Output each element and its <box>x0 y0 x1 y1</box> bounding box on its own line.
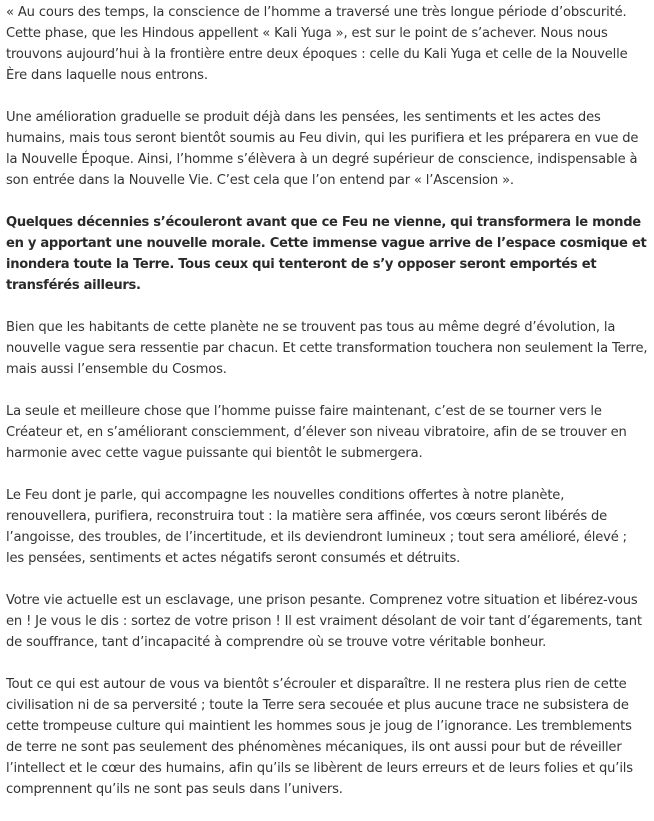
paragraph-7: Votre vie actuelle est un esclavage, une prison pesante. Comprenez votre situation et libérez-vous en ! Je vous le dis : sortez de votre prison ! Il est vraiment désolant de voir tant d’égarements, tant de souffrance, tant d’incapacité à comprendre où se trouve votre véritable bonheur. <box>6 593 642 650</box>
paragraph-1: « Au cours des temps, la conscience de l’homme a traversé une très longue période d’obscurité. Cette phase, que les Hindous appellent « Kali Yuga », est sur le point de s’achever. Nous nous trouvons aujourd’hui à la frontière entre deux époques : celle du Kali Yuga et celle de la Nouvelle Ère dans laquelle nous entrons. <box>6 5 628 83</box>
paragraph-6: Le Feu dont je parle, qui accompagne les nouvelles conditions offertes à notre planète, renouvellera, purifiera, reconstruira tout : la matière sera affinée, vos cœurs seront libérés de l’angoisse, des troubles, de l’incertitude, et ils deviendront lumineux ; tout sera amélioré, élevé ; les pensées, sentiments et actes négatifs seront consumés et détruits. <box>6 488 627 566</box>
paragraph-8: Tout ce qui est autour de vous va bientôt s’écrouler et disparaître. Il ne restera plus rien de cette civilisation ni de sa perversité ; toute la Terre sera secouée et plus aucune trace ne subsistera de cette trompeuse culture qui maintient les hommes sous je joug de l’ignorance. Les tremblements de terre ne sont pas seulement des phénomènes mécaniques, ils ont aussi pour but de réveiller l’intellect et le cœur des humains, afin qu’ils se libèrent de leurs erreurs et de leurs folies et qu’ils comprennent qu’ils ne sont pas seuls dans l’univers. <box>6 677 633 797</box>
paragraph-5: La seule et meilleure chose que l’homme puisse faire maintenant, c’est de se tourner vers le Créateur et, en s’améliorant consciemment, d’élever son niveau vibratoire, afin de se trouver en harmonie avec cette vague puissante qui bientôt le submergera. <box>6 404 627 461</box>
article-body <box>6 0 648 821</box>
paragraph-2: Une amélioration graduelle se produit déjà dans les pensées, les sentiments et les actes des humains, mais tous seront bientôt soumis au Feu divin, qui les purifiera et les préparera en vue de la Nouvelle Époque. Ainsi, l’homme s’élèvera à un degré supérieur de conscience, indispensable à son entrée dans la Nouvelle Vie. C’est cela que l’on entend par « l’Ascension ». <box>6 110 639 188</box>
paragraph-3-bold: Quelques décennies s’écouleront avant que ce Feu ne vienne, qui transformera le monde en y apportant une nouvelle morale. Cette immense vague arrive de l’espace cosmique et inondera toute la Terre. Tous ceux qui tenteront de s’y opposer seront emportés et transférés ailleurs. <box>6 215 647 293</box>
paragraph-4: Bien que les habitants de cette planète ne se trouvent pas tous au même degré d’évolution, la nouvelle vague sera ressentie par chacun. Et cette transformation touchera non seulement la Terre, mais aussi l’ensemble du Cosmos. <box>6 320 648 377</box>
